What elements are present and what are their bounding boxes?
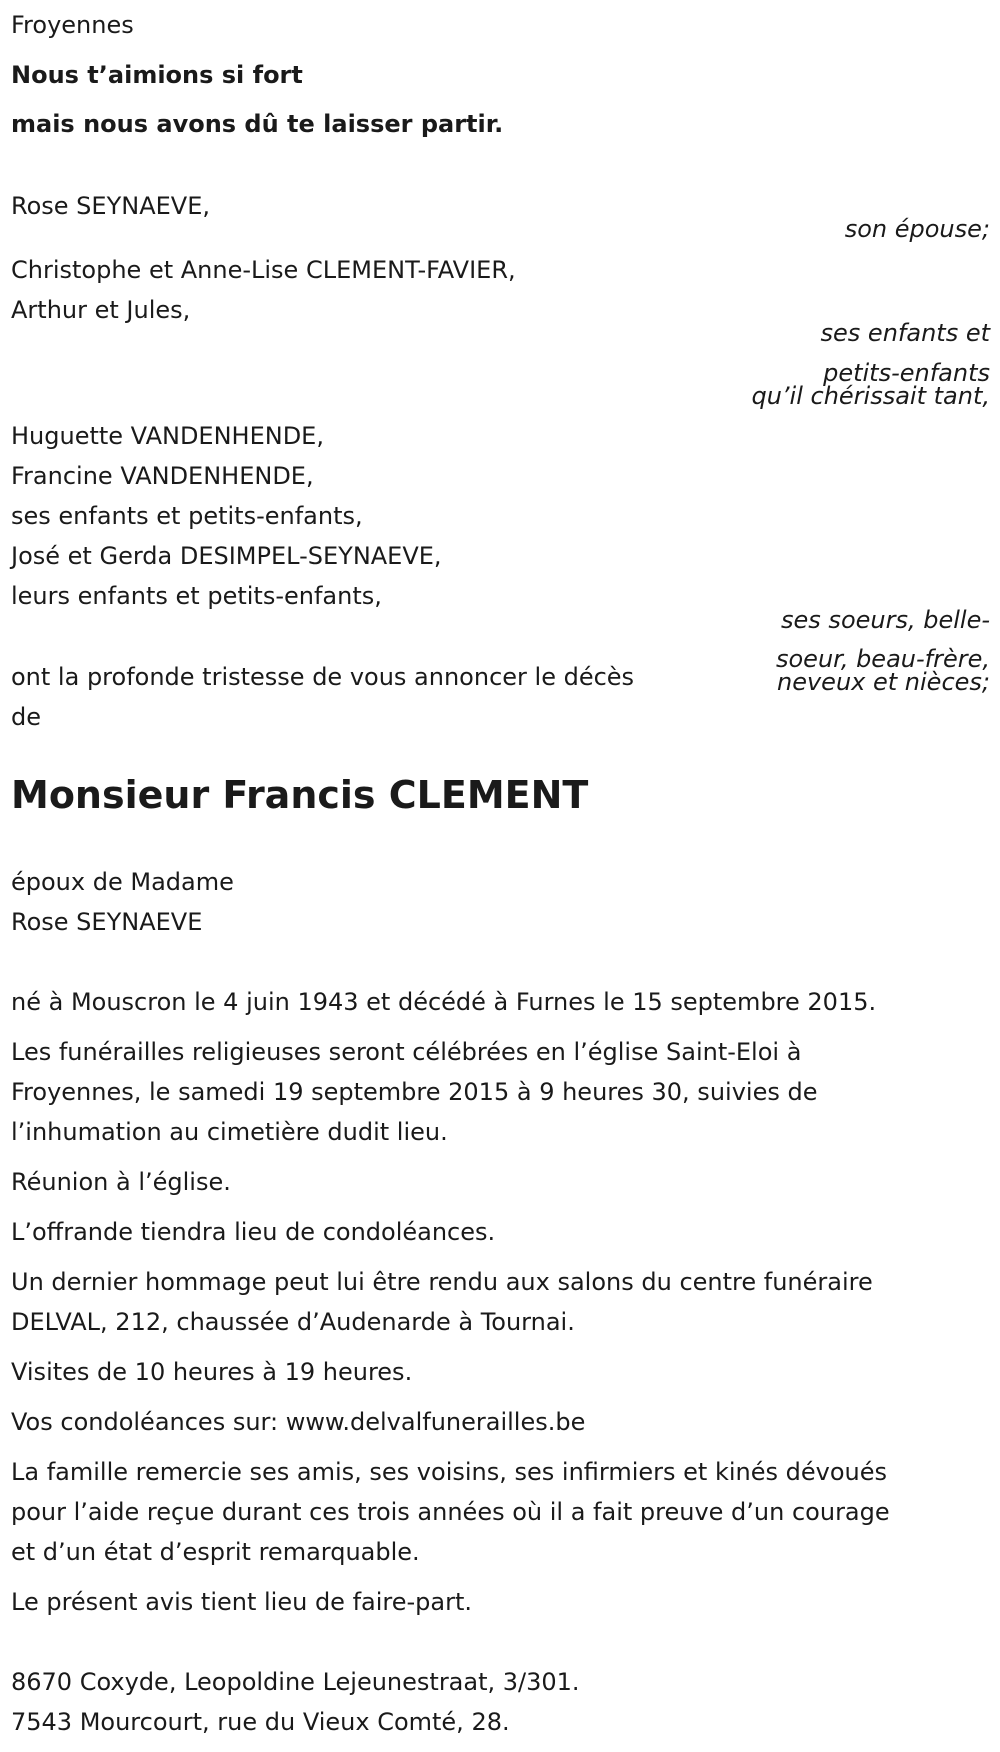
announcement-line-2: de — [11, 703, 41, 731]
funeral-line-1: Les funérailles religieuses seront célébrées en l’église Saint-Eloi à — [11, 1038, 802, 1066]
deceased-name: Monsieur Francis CLEMENT — [11, 773, 589, 817]
quote-line-2: mais nous avons dû te laisser partir. — [11, 110, 504, 138]
siblings-line-2: Francine VANDENHENDE, — [11, 462, 314, 490]
funeral-line-2: Froyennes, le samedi 19 septembre 2015 à 9 heures 30, suivies de — [11, 1078, 818, 1106]
siblings-line-5: leurs enfants et petits-enfants, — [11, 582, 382, 610]
siblings-role-line-1: ses soeurs, belle- — [781, 606, 990, 634]
children-role-line-2: petits-enfants — [823, 359, 990, 387]
visits: Visites de 10 heures à 19 heures. — [11, 1358, 413, 1386]
spouse-role: son épouse; — [844, 215, 990, 243]
siblings-line-4: José et Gerda DESIMPEL-SEYNAEVE, — [11, 542, 442, 570]
birth-death: né à Mouscron le 4 juin 1943 et décédé à Furnes le 15 septembre 2015. — [11, 988, 877, 1016]
funeral-line-3: l’inhumation au cimetière dudit lieu. — [11, 1118, 448, 1146]
thanks-line-1: La famille remercie ses amis, ses voisins, ses infirmiers et kinés dévoués — [11, 1458, 888, 1486]
tribute-line-2: DELVAL, 212, chaussée d’Audenarde à Tournai. — [11, 1308, 575, 1336]
deceased-spouse-line-1: époux de Madame — [11, 868, 234, 896]
condolences: Vos condoléances sur: www.delvalfunerailles.be — [11, 1408, 586, 1436]
tribute-line-1: Un dernier hommage peut lui être rendu aux salons du centre funéraire — [11, 1268, 873, 1296]
thanks-line-3: et d’un état d’esprit remarquable. — [11, 1538, 420, 1566]
children-line-2: Arthur et Jules, — [11, 296, 191, 324]
siblings-line-3: ses enfants et petits-enfants, — [11, 502, 363, 530]
announcement-line-1: ont la profonde tristesse de vous annoncer le décès — [11, 663, 635, 691]
siblings-line-1: Huguette VANDENHENDE, — [11, 422, 324, 450]
thanks-line-2: pour l’aide reçue durant ces trois années où il a fait preuve d’un courage — [11, 1498, 890, 1526]
siblings-role-line-2: soeur, beau-frère, — [775, 645, 990, 673]
address-line-1: 8670 Coxyde, Leopoldine Lejeunestraat, 3/301. — [11, 1668, 580, 1696]
quote-line-1: Nous t’aimions si fort — [11, 61, 303, 89]
deceased-spouse-line-2: Rose SEYNAEVE — [11, 908, 203, 936]
meeting: Réunion à l’église. — [11, 1168, 231, 1196]
children-role-line-1: ses enfants et — [820, 319, 990, 347]
location: Froyennes — [11, 11, 134, 39]
notice: Le présent avis tient lieu de faire-part. — [11, 1588, 473, 1616]
address-line-2: 7543 Mourcourt, rue du Vieux Comté, 28. — [11, 1708, 510, 1736]
spouse-name: Rose SEYNAEVE, — [11, 192, 210, 220]
children-line-1: Christophe et Anne-Lise CLEMENT-FAVIER, — [11, 256, 516, 284]
offering: L’offrande tiendra lieu de condoléances. — [11, 1218, 496, 1246]
siblings-role-line-3: neveux et nièces; — [777, 668, 990, 696]
children-role-line-3: qu’il chérissait tant, — [751, 382, 990, 410]
